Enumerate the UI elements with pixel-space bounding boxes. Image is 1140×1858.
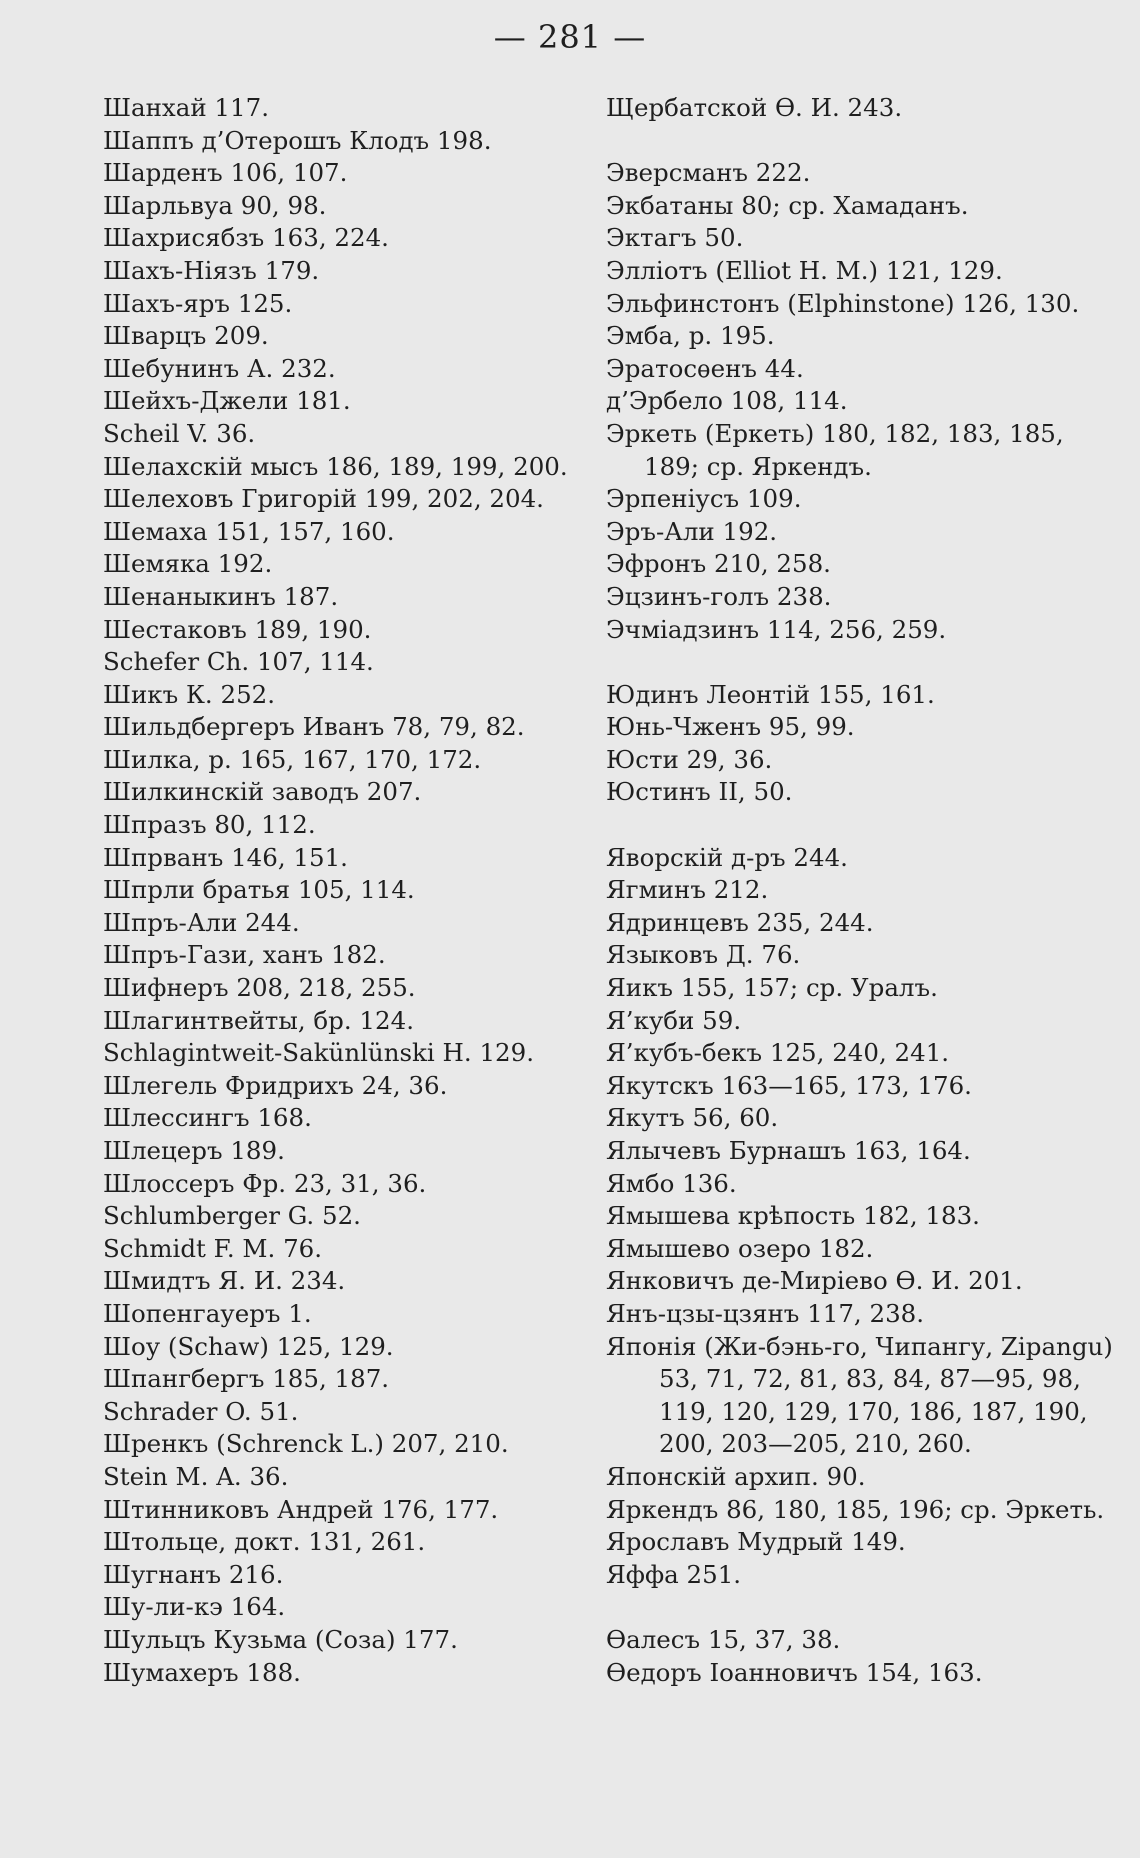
index-entry: Я’кубъ-бекъ 125, 240, 241. [606,1038,950,1068]
index-entry: Шелахскій мысъ 186, 189, 199, 200. [103,451,568,481]
index-entry: Эфронъ 210, 258. [606,549,831,579]
index-entry: Эцзинъ-голъ 238. [606,581,832,611]
index-entry: Шварцъ 209. [103,321,269,351]
index-entry: 119, 120, 129, 170, 186, 187, 190, [659,1396,1088,1426]
index-entry: Шарденъ 106, 107. [103,158,348,188]
index-entry: Штинниковъ Андрей 176, 177. [103,1494,499,1524]
right-index-column [606,92,1126,1689]
index-entry: Шемяка 192. [103,549,273,579]
index-entry: Шебунинъ А. 232. [103,353,336,383]
index-entry: Шилкинскій заводъ 207. [103,777,422,807]
index-entry: Яворскій д-ръ 244. [606,842,848,872]
index-entry: Якутъ 56, 60. [606,1103,779,1133]
index-entry: Шмидтъ Я. И. 234. [103,1266,346,1296]
index-entry: Шу-ли-кэ 164. [103,1592,286,1622]
index-entry: Шелеховъ Григорій 199, 202, 204. [103,484,544,514]
index-entry: Эверсманъ 222. [606,158,811,188]
index-entry: Юстинъ II, 50. [606,777,793,807]
index-entry: Эмба, р. 195. [606,321,775,351]
index-entry: Японскій архип. 90. [606,1461,866,1491]
index-entry: Эрпеніусъ 109. [606,484,802,514]
index-entry: Шенаныкинъ 187. [103,581,339,611]
index-entry: Шаппъ д’Отерошъ Клодъ 198. [103,125,492,155]
index-entry: Шахрисябзъ 163, 224. [103,223,389,253]
index-entry: Шикъ К. 252. [103,679,276,709]
index-entry: Schefer Ch. 107, 114. [103,647,374,677]
index-entry: Шильдбергеръ Иванъ 78, 79, 82. [103,712,525,742]
index-entry: Эратосѳенъ 44. [606,353,804,383]
index-entry: Эчміадзинъ 114, 256, 259. [606,614,947,644]
index-entry: Шпразъ 80, 112. [103,810,316,840]
index-entry: Ярославъ Мудрый 149. [606,1527,906,1557]
index-entry: Эктагъ 50. [606,223,744,253]
index-entry: Экбатаны 80; ср. Хамаданъ. [606,190,969,220]
index-entry: Якутскъ 163—165, 173, 176. [606,1070,972,1100]
index-entry: Ягминъ 212. [606,875,769,905]
index-entry: Stein M. A. 36. [103,1461,289,1491]
index-entry: Шахъ-яръ 125. [103,288,293,318]
index-entry: Ѳедоръ Іоанновичъ 154, 163. [606,1657,983,1687]
index-entry: Шпръ-Али 244. [103,907,300,937]
index-entry: Юсти 29, 36. [606,744,773,774]
index-entry: Ялычевъ Бурнашъ 163, 164. [606,1136,971,1165]
index-entry: Шлагинтвейты, бр. 124. [103,1005,414,1035]
index-entry: Языковъ Д. 76. [606,940,801,970]
index-entry: Scheil V. 36. [103,418,256,448]
index-entry: Ядринцевъ 235, 244. [606,907,874,937]
index-entry: Шугнанъ 216. [103,1559,284,1589]
index-entry: Шестаковъ 189, 190. [103,614,372,644]
index-entry: Юдинъ Леонтій 155, 161. [606,679,935,709]
index-entry: 200, 203—205, 210, 260. [659,1429,972,1459]
index-entry: Шлессингъ 168. [103,1103,312,1133]
section-gap [606,1591,1126,1624]
index-entry: Шпрли братья 105, 114. [103,875,415,905]
index-entry: Шопенгауеръ 1. [103,1298,312,1328]
index-entry: Шумахеръ 188. [103,1657,301,1687]
section-gap [606,646,1126,679]
index-entry: Schlumberger G. 52. [103,1201,361,1231]
index-entry: Ямышево озеро 182. [606,1233,874,1263]
section-gap [606,125,1126,158]
index-entry: Schlagintweit-Sakünlünski H. 129. [103,1038,535,1068]
index-entry: д’Эрбело 108, 114. [606,386,848,416]
index-entry: Шлоссеръ Фр. 23, 31, 36. [103,1168,427,1198]
index-entry: Яикъ 155, 157; ср. Уралъ. [606,973,938,1003]
index-entry: Шлецеръ 189. [103,1136,285,1165]
page-number: — 281 — [493,18,647,56]
index-entry: Шпангбергъ 185, 187. [103,1364,390,1394]
index-entry: Я’куби 59. [606,1005,742,1035]
index-entry: Шпръ-Гази, ханъ 182. [103,940,386,970]
index-entry: Яркендъ 86, 180, 185, 196; ср. Эркеть. [606,1494,1105,1524]
index-entry: Янъ-цзы-цзянъ 117, 238. [606,1298,925,1328]
index-entry: Японія (Жи-бэнь-го, Чипангу, Zipangu) [606,1331,1113,1361]
index-entry: Шахъ-Ніязъ 179. [103,255,320,285]
index-entry: Ѳалесъ 15, 37, 38. [606,1624,841,1654]
index-entry: Ямбо 136. [606,1168,737,1198]
index-entry: 53, 71, 72, 81, 83, 84, 87—95, 98, [659,1364,1081,1394]
index-entry: Шейхъ-Джели 181. [103,386,351,416]
index-entry: Щербатской Ѳ. И. 243. [606,93,903,122]
index-entry: Шифнеръ 208, 218, 255. [103,973,416,1003]
index-entry: Штольце, докт. 131, 261. [103,1527,426,1557]
index-entry: Шилка, р. 165, 167, 170, 172. [103,744,482,774]
index-entry: Шанхай 117. [103,93,269,122]
index-entry: Шренкъ (Schrenck L.) 207, 210. [103,1429,509,1459]
index-entry: Шемаха 151, 157, 160. [103,516,395,546]
index-entry: Шульцъ Кузьма (Соза) 177. [103,1624,458,1654]
index-entry: Schrader O. 51. [103,1396,299,1426]
index-entry: Янковичъ де-Миріево Ѳ. И. 201. [606,1266,1023,1296]
index-entry: Эркеть (Еркеть) 180, 182, 183, 185, [606,418,1064,448]
index-entry: Шоу (Schaw) 125, 129. [103,1331,394,1361]
index-entry: Яффа 251. [606,1559,742,1589]
index-entry: Шлегель Фридрихъ 24, 36. [103,1070,448,1100]
index-entry: Шарльвуа 90, 98. [103,190,327,220]
index-entry: 189; ср. Яркендъ. [644,451,872,481]
index-entry: Эръ-Али 192. [606,516,778,546]
index-entry: Schmidt F. M. 76. [103,1233,323,1263]
index-entry: Эллiотъ (Elliot H. M.) 121, 129. [606,255,1003,285]
section-gap [606,809,1126,842]
index-entry: Шпрванъ 146, 151. [103,842,348,872]
index-entry: Ямышева крѣпость 182, 183. [606,1201,980,1231]
index-entry: Эльфинстонъ (Elphinstone) 126, 130. [606,288,1080,318]
index-entry: Юнь-Чженъ 95, 99. [606,712,855,742]
left-index-column [103,92,573,1689]
